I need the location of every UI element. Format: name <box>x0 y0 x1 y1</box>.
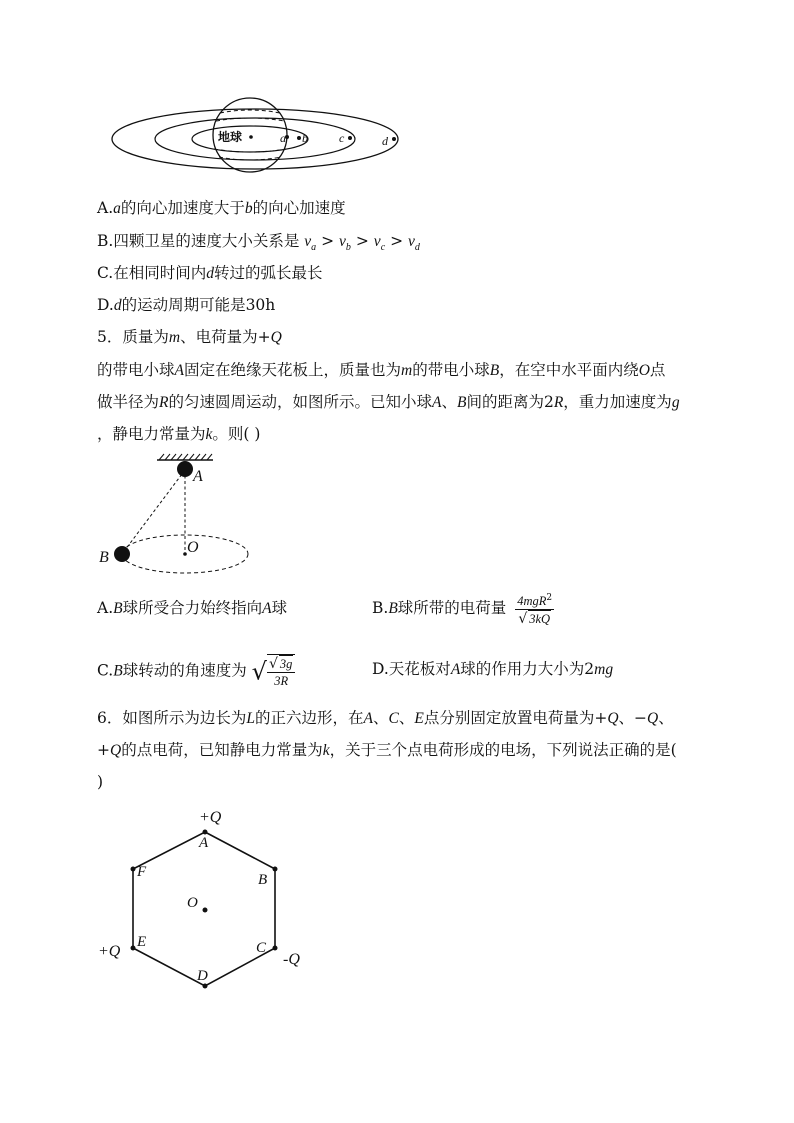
q5-stem-line1: 5．质量为m、电荷量为+Q <box>97 328 282 346</box>
charge-e: +Q <box>98 943 121 960</box>
hexagon-diagram <box>95 800 325 1000</box>
label-vertex-A: A <box>199 835 209 851</box>
label-center-O: O <box>187 895 198 911</box>
satellite-b <box>297 136 301 140</box>
charge-c: -Q <box>283 951 300 968</box>
q5-option-d[interactable]: D.天花板对A球的作用力大小为2mg <box>372 660 614 678</box>
label-vertex-F: F <box>137 864 147 880</box>
label-d: d <box>382 134 388 148</box>
q4-option-d[interactable]: D.d的运动周期可能是30h <box>97 296 276 314</box>
q6-stem-line3: ) <box>97 773 104 791</box>
orbit-c <box>155 118 355 160</box>
label-vertex-B: B <box>258 872 268 888</box>
q5-stem-line2: 的带电小球A固定在绝缘天花板上，质量也为m的带电小球B，在空中水平面内绕O点 <box>97 361 666 379</box>
q5-stem-line4: ，静电力常量为k。则( ) <box>97 425 261 443</box>
label-O: O <box>187 539 199 556</box>
earth-center-dot <box>249 135 253 139</box>
charge-fraction: $\frac{4mgR^2}{√ 3kQ}$ <box>517 593 553 628</box>
ceiling-hatch <box>159 454 212 460</box>
q5-option-b[interactable]: B.B球所带的电荷量 $\frac{4mgR^2}{√ 3kQ}$ <box>372 593 553 628</box>
q4-option-a[interactable]: A.a的向心加速度大于b的向心加速度 <box>97 199 346 217</box>
label-A: A <box>193 468 203 485</box>
orbit-diagram <box>100 95 410 180</box>
vertex-b-dot <box>273 867 278 872</box>
q4-option-b[interactable]: B.四颗卫星的速度大小关系是 $v_a > v_b > v_c > v_d$ <box>97 232 420 254</box>
label-vertex-C: C <box>256 940 267 956</box>
satellite-c <box>348 136 352 140</box>
label-c: c <box>339 131 345 145</box>
label-vertex-E: E <box>137 934 147 950</box>
label-a: a <box>280 131 286 145</box>
label-B: B <box>99 549 109 566</box>
q6-stem-line2: +Q的点电荷，已知静电力常量为k，关于三个点电荷形成的电场，下列说法正确的是( <box>97 741 677 759</box>
vertex-d-dot <box>203 984 208 989</box>
ball-a <box>177 461 193 477</box>
q6-stem-line1: 6．如图所示为边长为L的正六边形，在A、C、E点分别固定放置电荷量为+Q、−Q、 <box>97 709 674 727</box>
charge-a: +Q <box>199 809 222 826</box>
q5-option-c[interactable]: C.B球转动的角速度为 √ $\frac{√ 3g}{3R}$ <box>97 654 295 689</box>
vertex-a-dot <box>203 830 208 835</box>
omega-fraction: $\frac{√ 3g}{3R}$ <box>267 654 295 689</box>
center-o-dot <box>203 908 208 913</box>
string-ab <box>122 470 185 554</box>
orbit-b <box>192 126 308 152</box>
vertex-e-dot <box>131 946 136 951</box>
vertex-c-dot <box>273 946 278 951</box>
vertex-f-dot <box>131 867 136 872</box>
label-b: b <box>302 131 308 145</box>
q4-option-c[interactable]: C.在相同时间内d转过的弧长最长 <box>97 264 323 282</box>
q5-option-a[interactable]: A.B球所受合力始终指向A球 <box>97 599 288 617</box>
q5-stem-line3: 做半径为R的匀速圆周运动，如图所示。已知小球A、B间的距离为2R，重力加速度为g <box>97 393 680 411</box>
satellite-d <box>392 137 396 141</box>
pendulum-diagram <box>95 448 265 583</box>
ball-b <box>114 546 130 562</box>
label-vertex-D: D <box>197 968 208 984</box>
earth-label: 地球 <box>218 130 243 144</box>
